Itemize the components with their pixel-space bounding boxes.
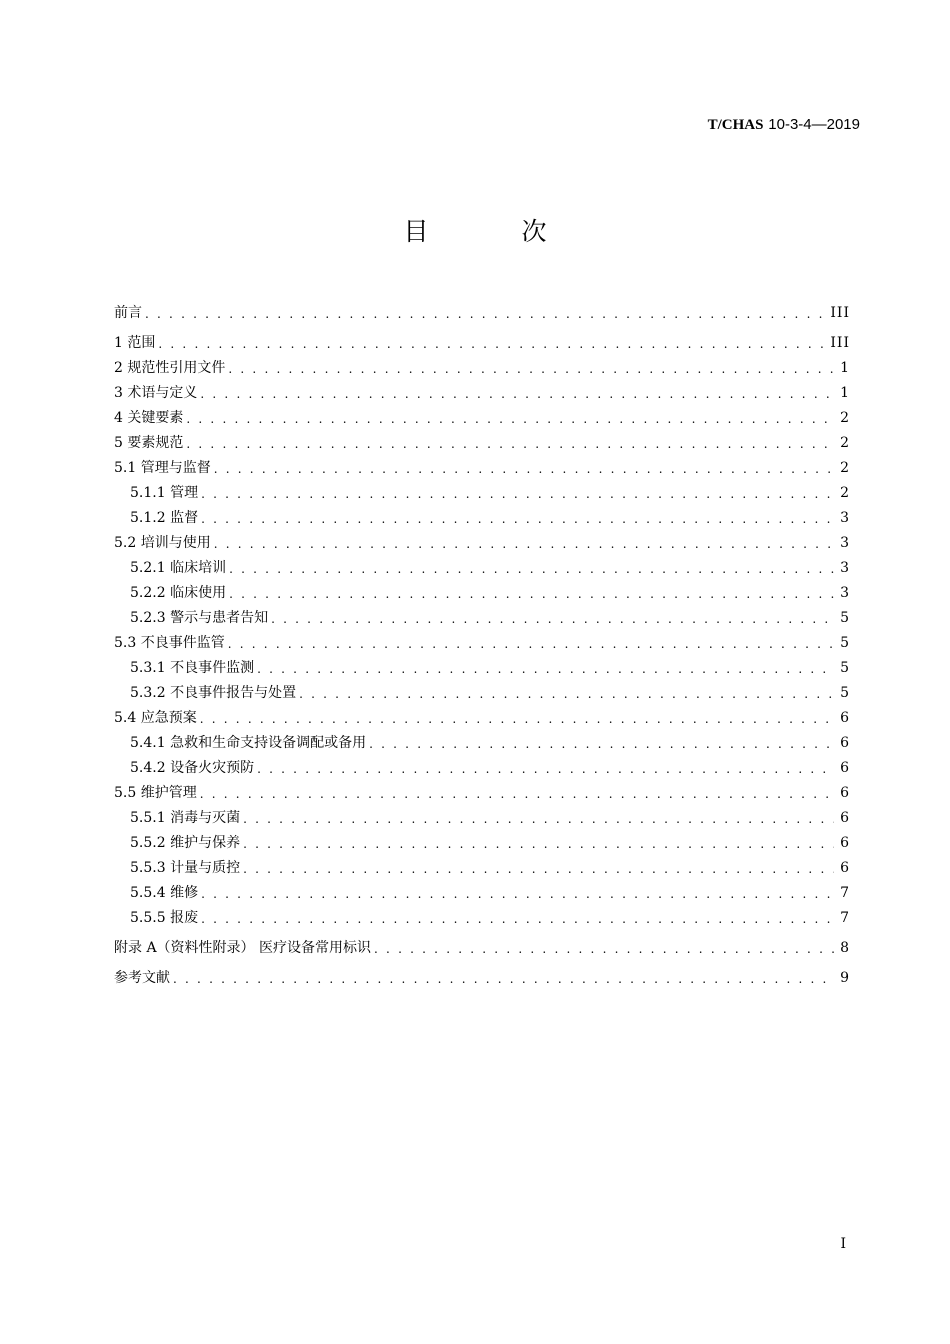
toc-entry[interactable]: [114, 633, 850, 653]
toc-entry-title: 5.4 应急预案: [114, 710, 197, 726]
toc-leader-dots: [214, 460, 834, 478]
toc-leader-dots: [243, 835, 834, 853]
toc-entry-page: 5: [840, 660, 850, 676]
toc-entry-title: 5.2.3 警示与患者告知: [130, 610, 269, 626]
toc-entry-title: 5.1.2 监督: [130, 510, 199, 526]
toc-entry-title: 5.5 维护管理: [114, 785, 197, 801]
toc-leader-dots: [228, 635, 834, 653]
toc-leader-dots: [229, 560, 834, 578]
toc-leader-dots: [158, 335, 824, 353]
toc-entry-title: 前言: [114, 305, 142, 321]
toc-entry-page: 2: [840, 410, 850, 426]
toc-entry[interactable]: [114, 433, 850, 453]
toc-entry[interactable]: [114, 458, 850, 478]
toc-leader-dots: [299, 685, 834, 703]
toc-entry-title: 1 范围: [114, 335, 156, 351]
toc-entry[interactable]: [130, 608, 850, 628]
toc-entry-page: 2: [840, 485, 850, 501]
toc-entry-title: 5.3.2 不良事件报告与处置: [130, 685, 297, 701]
toc-entry-page: 6: [840, 710, 850, 726]
toc-entry-title: 5 要素规范: [114, 435, 184, 451]
toc-leader-dots: [201, 485, 834, 503]
toc-entry-title: 5.2 培训与使用: [114, 535, 211, 551]
toc-leader-dots: [257, 660, 834, 678]
toc-leader-dots: [200, 385, 834, 403]
toc-entry-page: 3: [840, 535, 850, 551]
toc-entry-title: 5.2.2 临床使用: [130, 585, 227, 601]
toc-entry-title: 5.5.5 报废: [130, 910, 199, 926]
toc-entry[interactable]: [130, 858, 850, 878]
toc-entry-title: 4 关键要素: [114, 410, 184, 426]
toc-entry-page: 1: [840, 385, 850, 401]
toc-entry[interactable]: [114, 708, 850, 728]
toc-entry-page: 3: [840, 510, 850, 526]
toc-entry-title: 5.3.1 不良事件监测: [130, 660, 255, 676]
toc-leader-dots: [243, 810, 834, 828]
toc-entry[interactable]: [130, 833, 850, 853]
toc-entry[interactable]: [130, 583, 850, 603]
toc-leader-dots: [200, 710, 834, 728]
toc-leader-dots: [145, 305, 824, 323]
toc-entry-title: 5.5.3 计量与质控: [130, 860, 241, 876]
toc-entry[interactable]: [114, 533, 850, 553]
toc-entry[interactable]: [114, 333, 850, 353]
toc-entry-title: 5.2.1 临床培训: [130, 560, 227, 576]
toc-entry[interactable]: [130, 908, 850, 928]
toc-entry-page: 6: [840, 760, 850, 776]
toc-leader-dots: [201, 885, 834, 903]
toc-entry[interactable]: [130, 733, 850, 753]
toc-entry-page: 1: [840, 360, 850, 376]
toc-entry[interactable]: [130, 808, 850, 828]
toc-entry[interactable]: [130, 683, 850, 703]
toc-entry-title: 2 规范性引用文件: [114, 360, 226, 376]
standard-number: 10-3-4—2019: [768, 116, 860, 133]
toc-entry-page: 6: [840, 735, 850, 751]
toc-leader-dots: [374, 940, 834, 958]
toc-entry-page: 7: [840, 910, 850, 926]
toc-entry-page: 5: [840, 685, 850, 701]
toc-entry-title: 参考文献: [114, 970, 170, 986]
toc-entry-page: 7: [840, 885, 850, 901]
toc-entry-page: 8: [840, 940, 850, 956]
toc-leader-dots: [186, 435, 834, 453]
toc-entry-page: 3: [840, 560, 850, 576]
toc-leader-dots: [271, 610, 834, 628]
toc-entry[interactable]: [114, 938, 850, 958]
toc-entry[interactable]: [114, 358, 850, 378]
toc-entry-page: 6: [840, 785, 850, 801]
toc-entry-page: III: [830, 305, 850, 321]
toc-leader-dots: [173, 970, 834, 988]
toc-entry-title: 5.1 管理与监督: [114, 460, 211, 476]
toc-entry-page: 2: [840, 435, 850, 451]
toc-leader-dots: [200, 785, 834, 803]
toc-title: 目 次: [403, 217, 581, 246]
toc-entry[interactable]: [130, 508, 850, 528]
toc-leader-dots: [369, 735, 834, 753]
toc-entry-title: 5.4.1 急救和生命支持设备调配或备用: [130, 735, 367, 751]
toc-entry-title: 5.5.1 消毒与灭菌: [130, 810, 241, 826]
toc-leader-dots: [228, 360, 834, 378]
toc-entry-title: 5.3 不良事件监管: [114, 635, 225, 651]
toc-entry-title: 5.5.2 维护与保养: [130, 835, 241, 851]
toc-entry-title: 附录 A（资料性附录） 医疗设备常用标识: [114, 940, 372, 956]
toc-entry[interactable]: [130, 658, 850, 678]
toc-leader-dots: [201, 910, 834, 928]
toc-entry-page: 6: [840, 810, 850, 826]
toc-entry[interactable]: [114, 968, 850, 988]
document-code: [708, 115, 860, 134]
toc-leader-dots: [229, 585, 834, 603]
toc-entry-page: 9: [840, 970, 850, 986]
toc-entry[interactable]: [130, 483, 850, 503]
toc-entry-page: 6: [840, 835, 850, 851]
toc-entry[interactable]: [130, 758, 850, 778]
toc-entry-page: 2: [840, 460, 850, 476]
toc-entry[interactable]: [130, 883, 850, 903]
toc-leader-dots: [201, 510, 834, 528]
toc-entry[interactable]: [130, 558, 850, 578]
toc-entry[interactable]: [114, 303, 850, 323]
toc-entry[interactable]: [114, 783, 850, 803]
toc-entry-title: 5.5.4 维修: [130, 885, 199, 901]
toc-entry-page: 5: [840, 610, 850, 626]
toc-leader-dots: [257, 760, 834, 778]
toc-entry-title: 5.4.2 设备火灾预防: [130, 760, 255, 776]
toc-entry[interactable]: [114, 408, 850, 428]
toc-entry-page: III: [830, 335, 850, 351]
toc-leader-dots: [243, 860, 834, 878]
toc-leader-dots: [186, 410, 834, 428]
page-number: I: [840, 1236, 846, 1252]
toc-leader-dots: [214, 535, 834, 553]
toc-entry[interactable]: [114, 383, 850, 403]
standard-org: T/CHAS: [707, 117, 764, 133]
toc-entry-page: 5: [840, 635, 850, 651]
toc-entry-page: 3: [840, 585, 850, 601]
toc-entry-page: 6: [840, 860, 850, 876]
toc-entry-title: 5.1.1 管理: [130, 485, 199, 501]
toc-entry-title: 3 术语与定义: [114, 385, 198, 401]
